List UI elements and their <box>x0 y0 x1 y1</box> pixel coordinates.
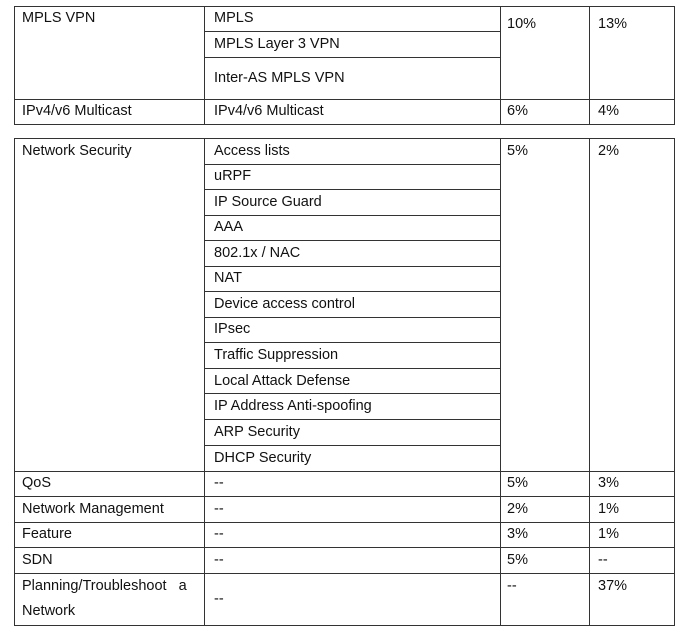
col-divider <box>14 6 15 125</box>
weight-cell: 5% <box>507 552 528 568</box>
col-divider <box>14 138 15 626</box>
subtopic-cell: 802.1x / NAC <box>214 245 301 261</box>
subtopic-cell: uRPF <box>214 168 252 184</box>
subtopic-cell: MPLS Layer 3 VPN <box>214 36 340 52</box>
subtopic-cell: NAT <box>214 270 242 286</box>
subtopic-cell: -- <box>214 501 224 517</box>
row-divider <box>204 317 500 318</box>
col-divider <box>500 138 501 626</box>
weight-cell: 4% <box>598 103 619 119</box>
row-divider <box>204 419 500 420</box>
topic-cell: IPv4/v6 Multicast <box>22 103 132 119</box>
subtopic-cell: IP Address Anti-spoofing <box>214 398 372 414</box>
topic-cell: QoS <box>22 475 52 491</box>
topic-cell: Feature <box>22 526 72 542</box>
row-divider <box>14 573 675 574</box>
weight-cell: 3% <box>598 475 619 491</box>
weight-cell: 2% <box>507 501 528 517</box>
subtopic-cell: Inter-AS MPLS VPN <box>214 70 345 86</box>
weight-cell: 3% <box>507 526 528 542</box>
row-divider <box>204 266 500 267</box>
subtopic-cell: DHCP Security <box>214 450 312 466</box>
subtopic-cell: Local Attack Defense <box>214 373 351 389</box>
row-divider <box>14 99 675 100</box>
row-divider <box>204 189 500 190</box>
topic-cell: Network Security <box>22 143 132 159</box>
col-divider <box>674 138 675 626</box>
subtopic-cell: Traffic Suppression <box>214 347 339 363</box>
row-divider <box>14 471 675 472</box>
row-divider <box>204 240 500 241</box>
weight-cell: 37% <box>598 578 628 594</box>
topic-cell: Network Management <box>22 501 164 517</box>
topic-cell: SDN <box>22 552 53 568</box>
weight-cell: -- <box>507 578 517 594</box>
col-divider <box>589 138 590 626</box>
topic-cell-continued: Network <box>22 603 76 619</box>
row-divider <box>14 522 675 523</box>
row-divider <box>204 342 500 343</box>
subtopic-cell: IP Source Guard <box>214 194 322 210</box>
subtopic-cell: IPsec <box>214 321 251 337</box>
row-divider <box>14 547 675 548</box>
weight-cell: 5% <box>507 475 528 491</box>
weight-cell: 5% <box>507 143 528 159</box>
col-divider <box>204 6 205 125</box>
subtopic-cell: -- <box>214 526 224 542</box>
col-divider <box>589 6 590 125</box>
row-divider <box>14 496 675 497</box>
row-divider <box>204 215 500 216</box>
subtopic-cell: -- <box>214 552 224 568</box>
row-divider <box>204 57 500 58</box>
subtopic-cell: ARP Security <box>214 424 300 440</box>
weight-cell: -- <box>598 552 608 568</box>
weight-cell: 13% <box>598 16 628 32</box>
topic-cell: Planning/Troubleshoot a <box>22 578 187 594</box>
subtopic-cell: -- <box>214 475 224 491</box>
table-border <box>14 625 675 626</box>
weight-cell: 2% <box>598 143 619 159</box>
subtopic-cell: MPLS <box>214 10 254 26</box>
topic-cell: MPLS VPN <box>22 10 96 26</box>
subtopic-cell: AAA <box>214 219 244 235</box>
row-divider <box>204 291 500 292</box>
weight-cell: 10% <box>507 16 537 32</box>
table-border <box>14 6 675 7</box>
weight-cell: 1% <box>598 526 619 542</box>
row-divider <box>204 368 500 369</box>
subtopic-cell: -- <box>214 591 224 607</box>
col-divider <box>204 138 205 626</box>
col-divider <box>500 6 501 125</box>
subtopic-cell: Device access control <box>214 296 356 312</box>
row-divider <box>204 31 500 32</box>
row-divider <box>204 164 500 165</box>
subtopic-cell: IPv4/v6 Multicast <box>214 103 324 119</box>
weight-cell: 6% <box>507 103 528 119</box>
col-divider <box>674 6 675 125</box>
weight-cell: 1% <box>598 501 619 517</box>
subtopic-cell: Access lists <box>214 143 290 159</box>
row-divider <box>204 393 500 394</box>
table-border <box>14 138 675 139</box>
row-divider <box>204 445 500 446</box>
table-border <box>14 124 675 125</box>
